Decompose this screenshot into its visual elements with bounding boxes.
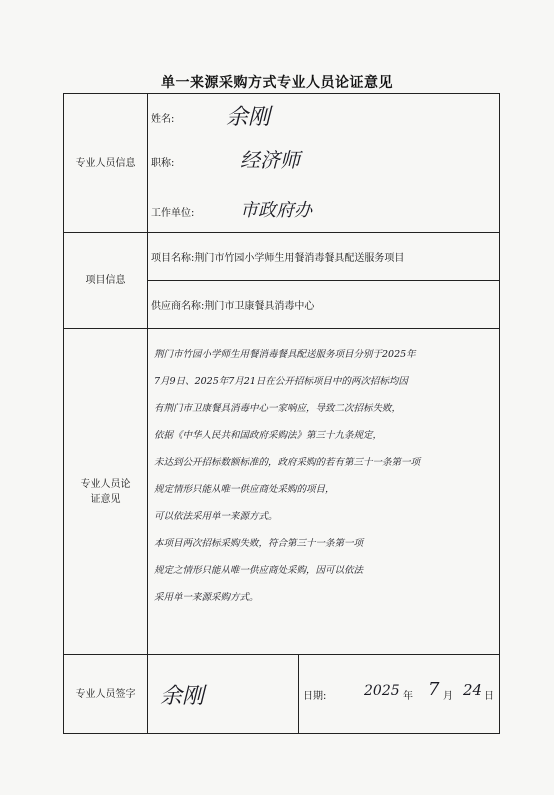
expert-info-cell bbox=[148, 94, 500, 233]
project-info-label: 项目信息 bbox=[64, 233, 148, 329]
project-name-cell bbox=[148, 233, 500, 281]
opinion-line: 未达到公开招标数额标准的，政府采购的若有第三十一条第一项 bbox=[154, 457, 421, 468]
name-value: 余刚 bbox=[226, 105, 271, 130]
expert-info-label: 专业人员信息 bbox=[64, 94, 148, 233]
project-name-label: 项目名称: bbox=[151, 253, 195, 264]
opinion-label: 专业人员论证意见 bbox=[64, 329, 148, 655]
employer-label: 工作单位: bbox=[151, 208, 195, 219]
page-title: 单一来源采购方式专业人员论证意见 bbox=[161, 75, 393, 91]
employer-value: 市政府办 bbox=[240, 200, 312, 221]
date-month-unit: 月 bbox=[443, 691, 453, 702]
opinion-line: 7月9日、2025年7月21日在公开招标项目中的两次招标均因 bbox=[154, 376, 408, 387]
opinion-line: 依据《中华人民共和国政府采购法》第三十九条规定， bbox=[154, 430, 383, 441]
date-month: 7 bbox=[428, 679, 440, 700]
opinion-line: 规定情形只能从唯一供应商处采购的项目， bbox=[154, 484, 335, 495]
opinion-text bbox=[154, 341, 494, 611]
supplier-cell bbox=[148, 281, 500, 329]
signature-value: 余刚 bbox=[160, 684, 205, 709]
signature-divider bbox=[298, 655, 299, 733]
name-label: 姓名: bbox=[151, 114, 175, 125]
date-year-unit: 年 bbox=[403, 691, 413, 702]
opinion-line: 可以依法采用单一来源方式。 bbox=[154, 511, 278, 522]
signature-cell bbox=[148, 655, 500, 734]
date-day: 24 bbox=[463, 681, 483, 699]
opinion-line: 采用单一来源采购方式。 bbox=[154, 592, 259, 603]
opinion-cell bbox=[148, 329, 500, 655]
supplier-value: 荆门市卫康餐具消毒中心 bbox=[204, 301, 315, 312]
supplier-label: 供应商名称: bbox=[151, 301, 205, 312]
opinion-line: 规定之情形只能从唯一供应商处采购，因可以依法 bbox=[154, 565, 364, 576]
project-name-value: 荆门市竹园小学师生用餐消毒餐具配送服务项目 bbox=[194, 253, 405, 264]
signature-label: 专业人员签字 bbox=[64, 655, 148, 734]
opinion-line: 本项目两次招标采购失败，符合第三十一条第一项 bbox=[154, 538, 364, 549]
title-value: 经济师 bbox=[240, 148, 300, 172]
title-label: 职称: bbox=[151, 158, 175, 169]
date-year: 2025 bbox=[364, 683, 400, 699]
opinion-line: 有荆门市卫康餐具消毒中心一家响应，导致二次招标失败， bbox=[154, 403, 402, 414]
date-label: 日期: bbox=[303, 691, 327, 702]
opinion-line: 荆门市竹园小学师生用餐消毒餐具配送服务项目分别于2025年 bbox=[154, 349, 416, 360]
opinion-form-table bbox=[63, 93, 500, 734]
date-day-unit: 日 bbox=[484, 691, 494, 702]
